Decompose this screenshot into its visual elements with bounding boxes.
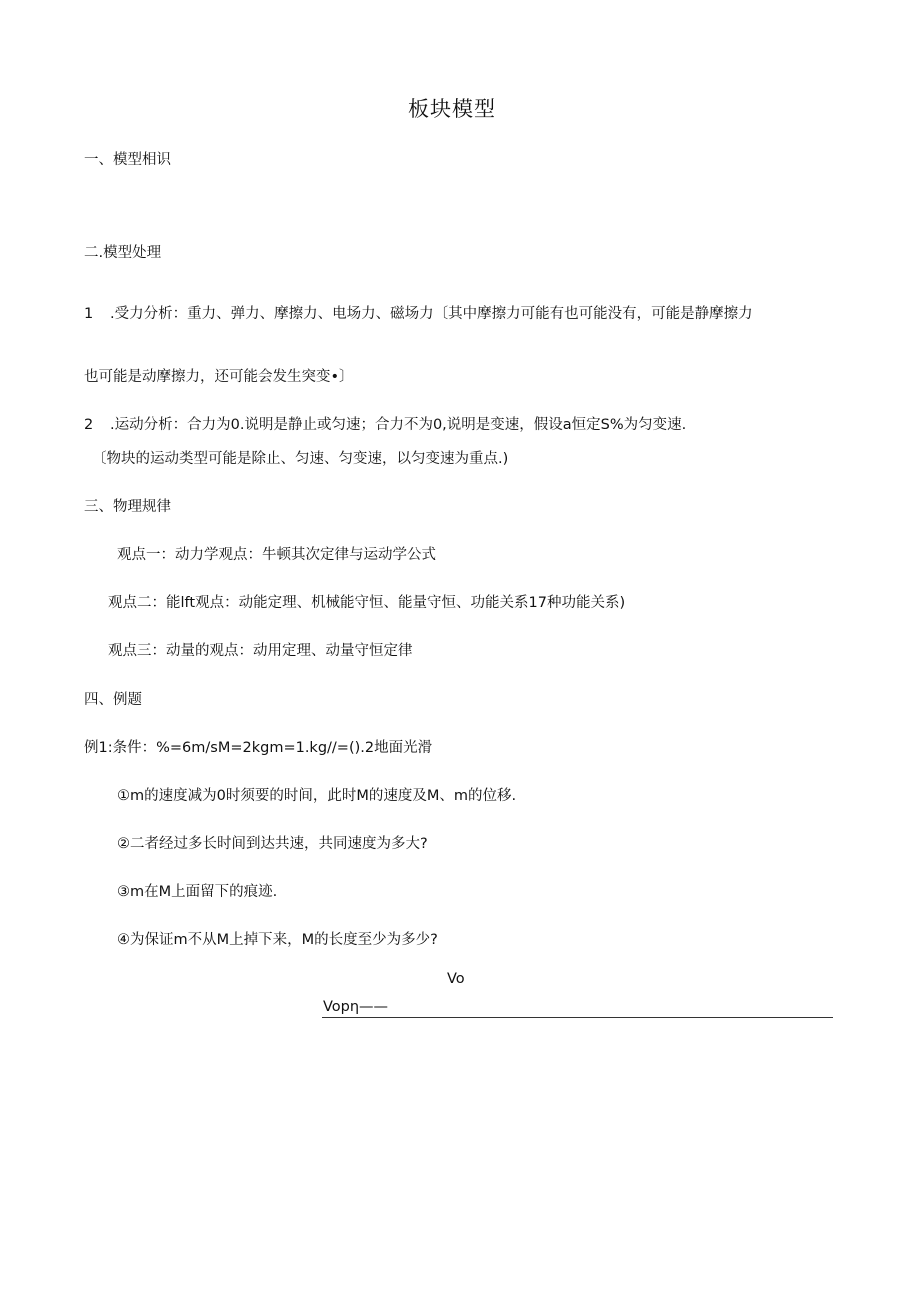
- figure-label-vo: Vo: [447, 971, 465, 987]
- viewpoint-momentum: 观点三：动量的观点：动用定理、动量守恒定律: [108, 643, 413, 659]
- question-4: ④为保证m不从M上掉下来，M的长度至少为多少?: [117, 932, 438, 948]
- viewpoint-energy: 观点二：能lft观点：动能定理、机械能守恒、能量守恒、功能关系17种功能关系): [108, 595, 626, 611]
- viewpoint-dynamics: 观点一：动力学观点：牛顿其次定律与运动学公式: [117, 547, 436, 563]
- section-heading-processing: 二.模型处理: [84, 245, 162, 261]
- figure-ground-line: [322, 1017, 833, 1018]
- section-heading-physics-laws: 三、物理规律: [84, 499, 171, 515]
- item-number: 1: [84, 306, 94, 322]
- section-heading-recognition: 一、模型相识: [84, 152, 171, 168]
- item-number: 2: [84, 417, 94, 433]
- motion-analysis-line-2: 〔物块的运动类型可能是除止、匀速、匀变速，以匀变速为重点.): [92, 451, 509, 467]
- force-analysis-text: .受力分析：重力、弹力、摩擦力、电场力、磁场力〔其中摩擦力可能有也可能没有，可能是静摩擦力: [110, 306, 753, 322]
- example-1-condition: 例1:条件：%=6m/sM=2kgm=1.kg//=().2地面光滑: [84, 740, 433, 756]
- question-3: ③m在M上面留下的痕迹.: [117, 884, 278, 900]
- page-title: 板块模型: [408, 97, 496, 121]
- motion-analysis-text: .运动分析：合力为0.说明是静止或匀速；合力不为0,说明是变速，假设a恒定S%为匀变速.: [110, 417, 687, 433]
- section-heading-examples: 四、例题: [84, 692, 142, 708]
- question-2: ②二者经过多长时间到达共速，共同速度为多大?: [117, 836, 428, 852]
- question-1: ①m的速度减为0时须要的时间，此时M的速度及M、m的位移.: [117, 788, 517, 804]
- force-analysis-line-2: 也可能是动摩擦力，还可能会发生突变•〕: [84, 369, 354, 385]
- force-analysis-line-1: [84, 304, 753, 324]
- motion-analysis-line-1: [84, 415, 686, 435]
- figure-label-vop: Vopη——: [323, 999, 389, 1015]
